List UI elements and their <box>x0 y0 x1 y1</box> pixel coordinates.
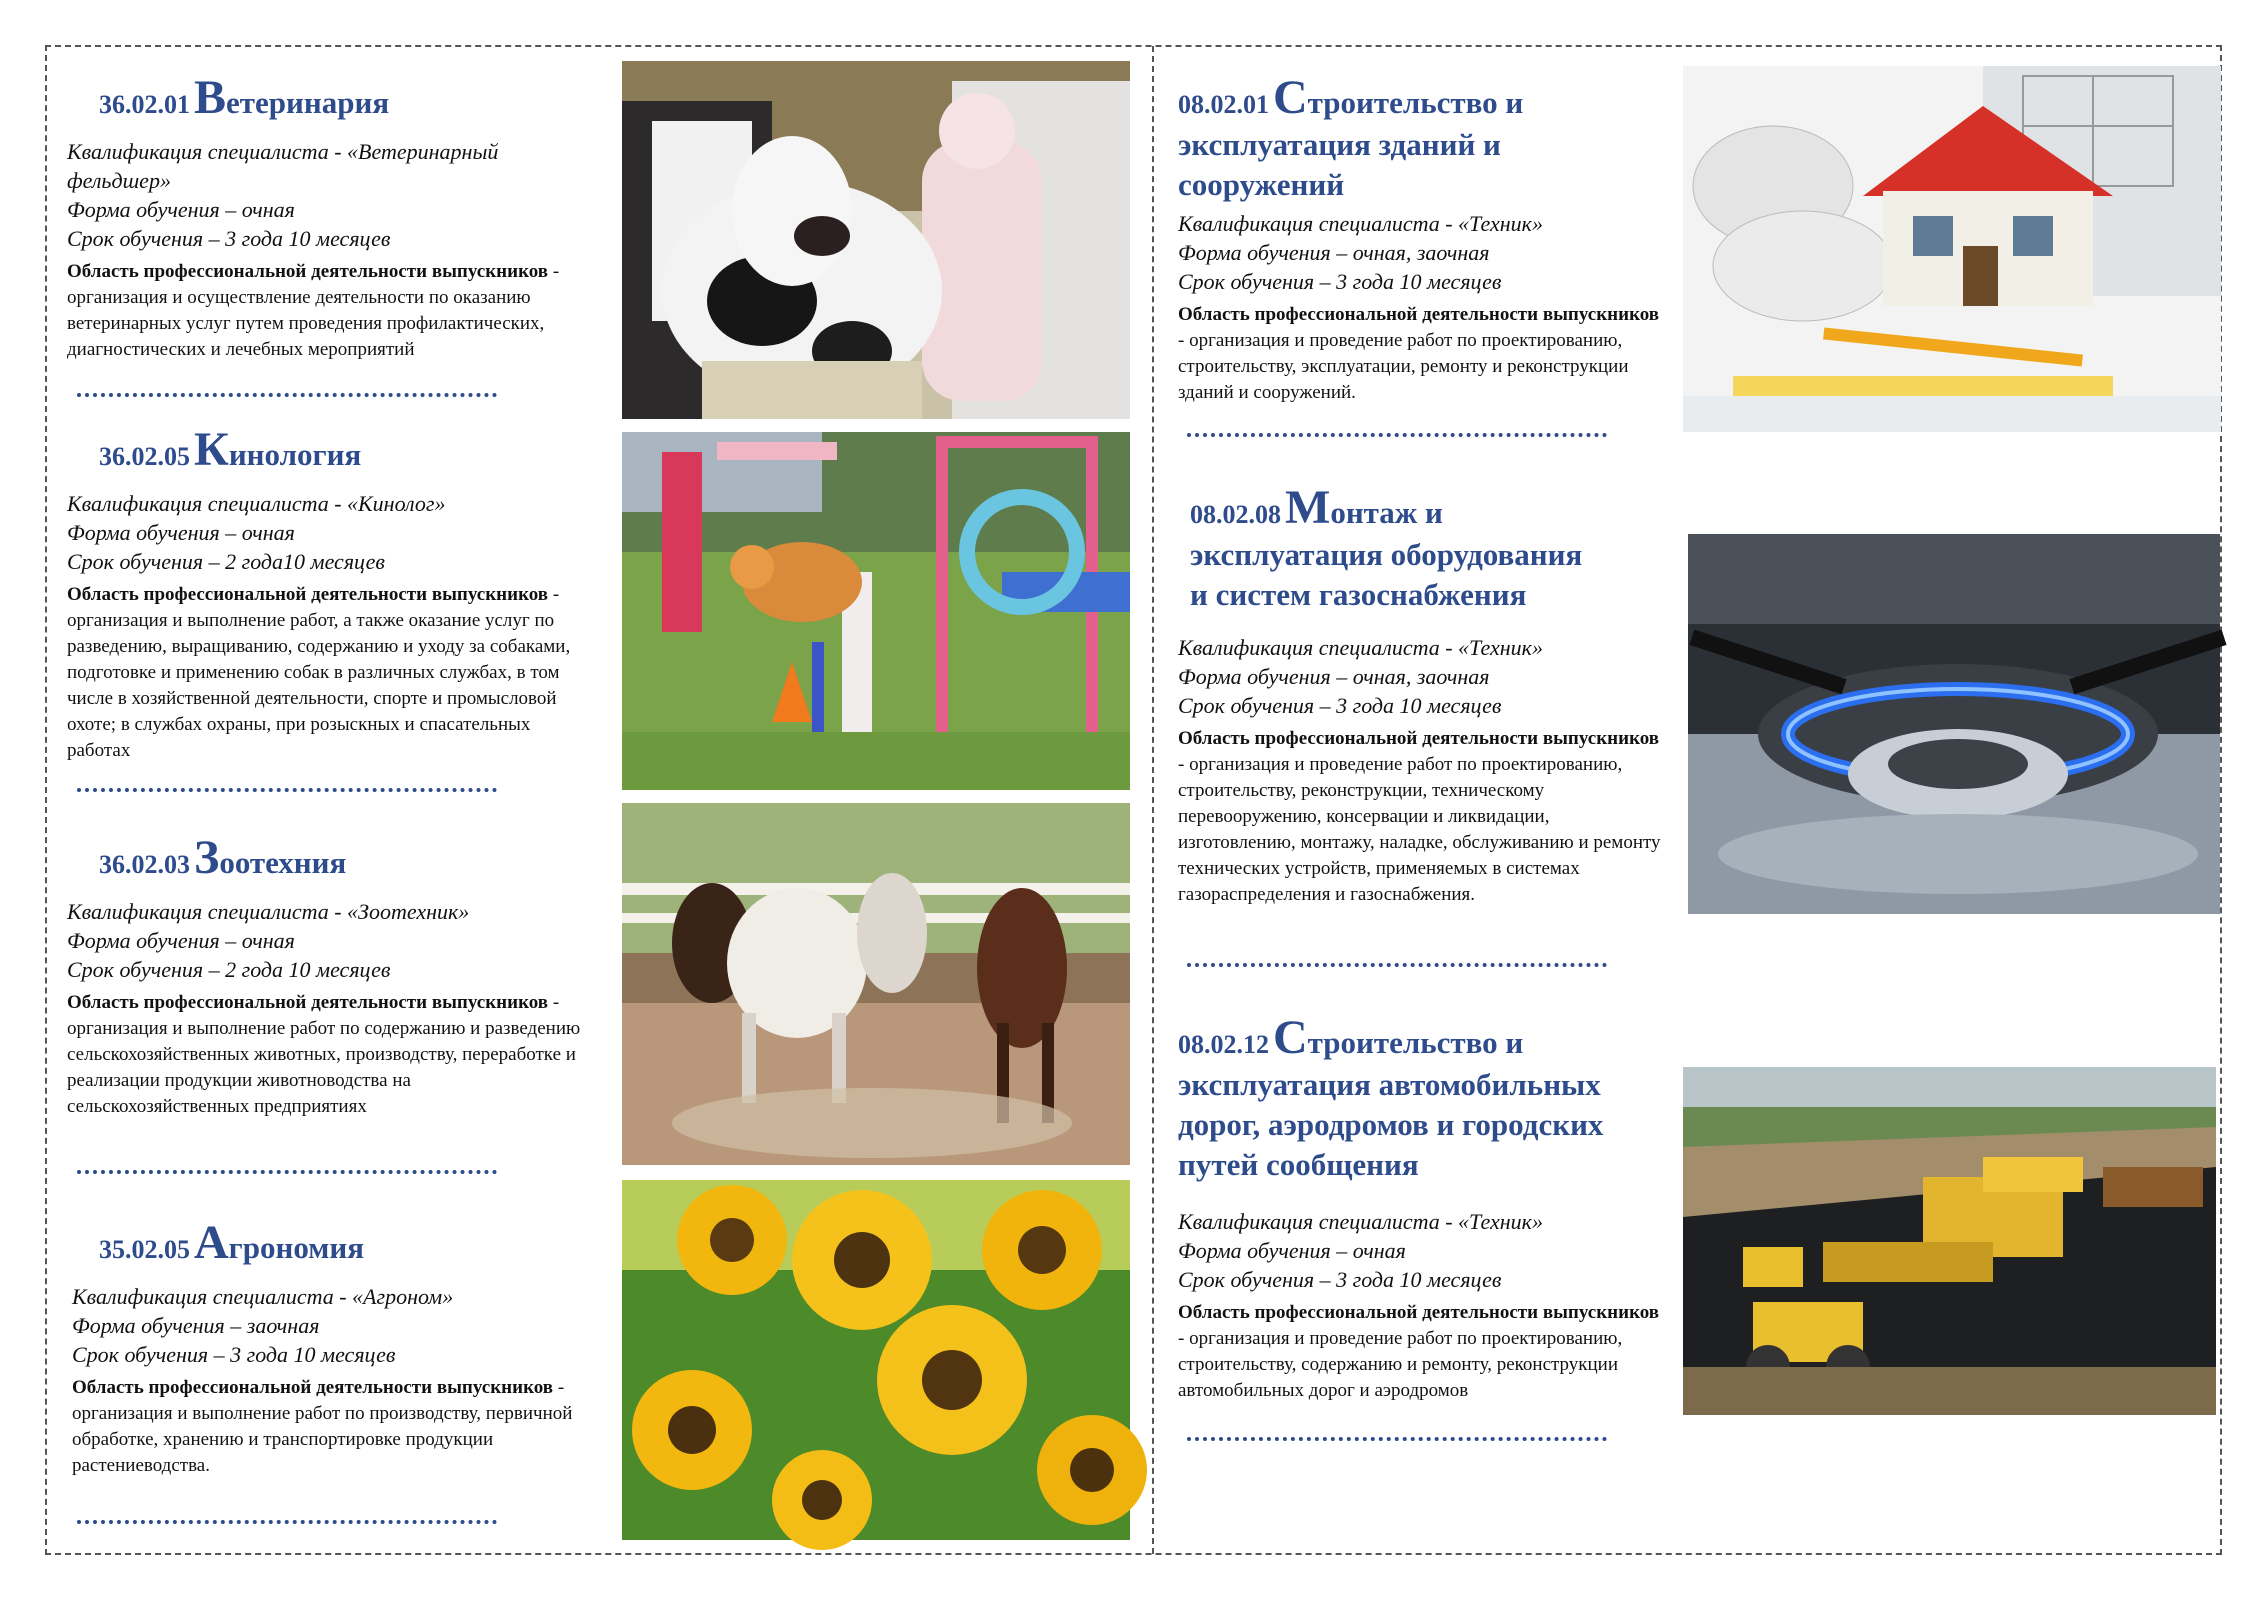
activity-area-label: Область профессиональной деятельности выпускников <box>67 584 549 605</box>
study-form: Форма обучения – очная <box>67 197 295 222</box>
activity-area <box>1178 1300 1668 1401</box>
section-separator <box>77 393 497 397</box>
program-code: 36.02.01 <box>99 90 190 119</box>
section-separator <box>1187 433 1607 437</box>
study-form: Форма обучения – очная <box>67 928 295 953</box>
section-separator <box>77 1170 497 1174</box>
qualification: Квалификация специалиста - «Ветеринарный <box>67 139 499 164</box>
qualification: Квалификация специалиста - «Зоотехник» <box>67 899 470 924</box>
title-line: дорог, аэродромов и городских <box>1178 1107 1604 1142</box>
study-term: Срок обучения – 3 года 10 месяцев <box>67 226 391 251</box>
study-form: Форма обучения – заочная <box>72 1313 320 1338</box>
gas-burner-photo <box>1688 534 2220 914</box>
program-code: 08.02.12 <box>1178 1030 1269 1059</box>
study-form: Форма обучения – очная, заочная <box>1178 664 1490 689</box>
activity-area-text: - организация и проведение работ по проектированию, строительству, содержанию и ремонту, реконструкции автомобильных дорог и аэродромов <box>1178 1328 1623 1401</box>
activity-area-label: Область профессиональной деятельности выпускников <box>67 992 549 1013</box>
program-code: 08.02.08 <box>1190 500 1281 529</box>
title-line: сооружений <box>1178 167 1345 202</box>
program-title <box>1178 70 1678 202</box>
qualification: Квалификация специалиста - «Техник» <box>1178 635 1543 660</box>
activity-area-label: Область профессиональной деятельности выпускников <box>1178 1302 1660 1323</box>
title-initial: З <box>194 831 220 884</box>
title-initial: М <box>1285 481 1331 534</box>
program-title <box>1178 480 1678 615</box>
activity-area-text: - организация и проведение работ по проектированию, строительству, эксплуатации, ремонту и реконструкции зданий и сооружений. <box>1178 330 1629 403</box>
title-initial: В <box>194 71 227 124</box>
title-rest: етеринария <box>226 85 390 120</box>
study-term: Срок обучения – 2 года 10 месяцев <box>67 957 391 982</box>
title-line: путей сообщения <box>1178 1147 1419 1182</box>
activity-area <box>67 990 587 1120</box>
activity-area <box>72 1375 592 1483</box>
study-term: Срок обучения – 3 года 10 месяцев <box>1178 1267 1502 1292</box>
program-code: 36.02.05 <box>99 442 190 471</box>
study-term: Срок обучения – 3 года 10 месяцев <box>72 1342 396 1367</box>
program-code: 08.02.01 <box>1178 90 1269 119</box>
activity-area-text: - организация и выполнение работ, а также оказание услуг по разведению, выращиванию, содержанию и уходу за собаками, подготовке и применению собак в различных службах, в том числе в хозяйственной деятельности, спорте и промысловой охоте; в службах охраны, при розыскных и спасательных работах <box>67 584 571 761</box>
agronomy-photo <box>622 1180 1130 1540</box>
column-divider <box>1152 46 1154 1554</box>
program-veterinary <box>67 70 587 363</box>
study-form: Форма обучения – очная <box>1178 1238 1406 1263</box>
program-building-construction <box>1178 70 1678 406</box>
program-agronomy <box>72 1215 592 1483</box>
zootechnics-photo <box>622 803 1130 1165</box>
qualification: Квалификация специалиста - «Техник» <box>1178 1209 1543 1234</box>
title-line: и систем газоснабжения <box>1190 577 1527 612</box>
activity-area <box>67 259 587 363</box>
qualification: Квалификация специалиста - «Агроном» <box>72 1284 454 1309</box>
title-initial: С <box>1273 1011 1308 1064</box>
title-line: эксплуатация зданий и <box>1178 127 1501 162</box>
veterinary-photo <box>622 61 1130 419</box>
activity-area <box>1178 302 1668 406</box>
title-initial: К <box>194 423 229 476</box>
activity-area-text: - организация и выполнение работ по производству, первичной обработке, хранению и транспортировке продукции растениеводства. <box>72 1377 573 1476</box>
program-cynology <box>67 422 587 766</box>
study-term: Срок обучения – 3 года 10 месяцев <box>1178 269 1502 294</box>
program-title <box>72 1215 592 1270</box>
qualification-cont: фельдшер» <box>67 168 171 193</box>
road-paving-photo <box>1683 1067 2216 1415</box>
title-rest: инология <box>228 437 362 472</box>
title-initial: С <box>1273 71 1308 124</box>
study-term: Срок обучения – 2 года10 месяцев <box>67 549 385 574</box>
title-rest: троительство и <box>1307 1025 1524 1060</box>
study-form: Форма обучения – очная <box>67 520 295 545</box>
cynology-photo <box>622 432 1130 790</box>
title-line: эксплуатация автомобильных <box>1178 1067 1601 1102</box>
title-rest: оотехния <box>219 845 347 880</box>
program-zootechnics <box>67 830 587 1120</box>
title-rest: грономия <box>228 1230 365 1265</box>
program-title <box>67 70 587 125</box>
section-separator <box>77 1520 497 1524</box>
program-code: 36.02.03 <box>99 850 190 879</box>
section-separator <box>1187 1437 1607 1441</box>
activity-area <box>67 582 587 766</box>
activity-area-label: Область профессиональной деятельности выпускников <box>1178 728 1660 749</box>
program-title <box>1178 1010 1678 1185</box>
qualification: Квалификация специалиста - «Кинолог» <box>67 491 446 516</box>
qualification: Квалификация специалиста - «Техник» <box>1178 211 1543 236</box>
activity-area-label: Область профессиональной деятельности выпускников <box>1178 304 1660 325</box>
program-code: 35.02.05 <box>99 1235 190 1264</box>
program-road-construction <box>1178 1010 1678 1401</box>
study-form: Форма обучения – очная, заочная <box>1178 240 1490 265</box>
section-separator <box>77 788 497 792</box>
section-separator <box>1187 963 1607 967</box>
activity-area-label: Область профессиональной деятельности выпускников <box>67 261 549 282</box>
title-line: эксплуатация оборудования <box>1190 537 1583 572</box>
program-gas-supply <box>1178 480 1678 908</box>
activity-area-label: Область профессиональной деятельности выпускников <box>72 1377 554 1398</box>
title-rest: троительство и <box>1307 85 1524 120</box>
activity-area-text: - организация и выполнение работ по содержанию и разведению сельскохозяйственных животных, производству, переработке и реализации продукции животноводства на сельскохозяйственных предприятиях <box>67 992 581 1117</box>
activity-area-text: - организация и проведение работ по проектированию, строительству, реконструкции, техническому перевооружению, консервации и ликвидации, изготовлению, монтажу, наладке, обслуживанию и ремонту технических устройств, применяемых в системах газораспределения и газоснабжения. <box>1178 754 1661 905</box>
activity-area-text: - организация и осуществление деятельности по оказанию ветеринарных услуг путем проведения профилактических, диагностических и лечебных мероприятий <box>67 261 560 360</box>
activity-area <box>1178 726 1668 908</box>
program-title <box>67 422 587 477</box>
building-construction-photo <box>1683 66 2221 432</box>
study-term: Срок обучения – 3 года 10 месяцев <box>1178 693 1502 718</box>
title-rest: онтаж и <box>1330 495 1443 530</box>
program-title <box>67 830 587 885</box>
title-initial: А <box>194 1216 229 1269</box>
